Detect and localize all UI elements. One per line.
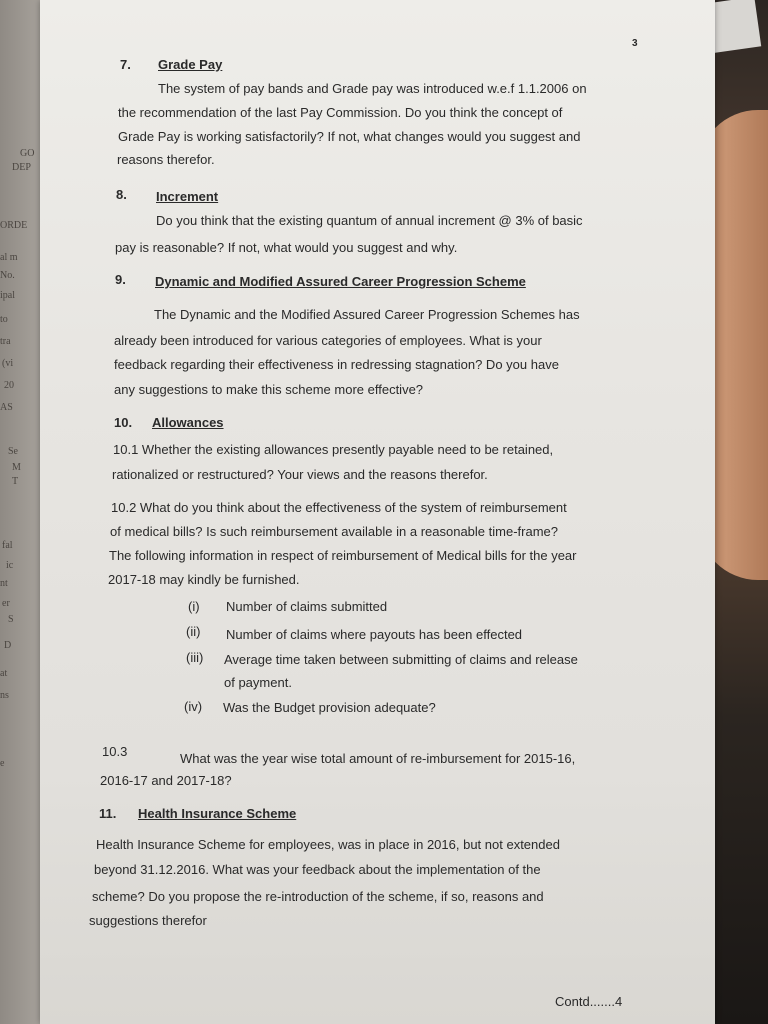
section-7-line: Grade Pay is working satisfactorily? If not, what changes would you suggest and [118,129,581,144]
fragment: (vi [2,358,14,369]
fragment: 20 [4,380,14,391]
section-11-line: beyond 31.12.2016. What was your feedback about the implementation of the [94,862,541,877]
list-item-number: (iv) [184,699,203,714]
fragment: to [0,314,8,325]
list-item-text: Was the Budget provision adequate? [223,700,436,715]
section-11-line: suggestions therefor [89,913,207,928]
section-7-line: the recommendation of the last Pay Commission. Do you think the concept of [118,105,563,120]
section-10-2-line: of medical bills? Is such reimbursement available in a reasonable time-frame? [110,524,558,539]
section-10-2-line: 10.2 What do you think about the effectiveness of the system of reimbursement [111,500,567,515]
page-number: 3 [632,38,638,49]
section-10-3-line: 2016-17 and 2017-18? [100,773,232,788]
section-9-line: already been introduced for various categories of employees. What is your [114,333,542,348]
fragment: tra [0,336,11,347]
list-item-text: of payment. [224,675,292,690]
list-item-number: (ii) [186,624,201,639]
fragment: AS [0,402,13,413]
section-10-3-number: 10.3 [102,744,128,759]
footer-continued: Contd.......4 [555,994,623,1009]
list-item-text: Number of claims where payouts has been effected [226,627,523,642]
fragment: M [12,462,21,473]
section-10-1-line: rationalized or restructured? Your views and the reasons therefor. [112,467,488,482]
section-10-2-line: The following information in respect of reimbursement of Medical bills for the year [109,548,577,563]
section-11-heading: Health Insurance Scheme [138,806,297,821]
section-11-number: 11. [99,806,117,821]
fragment: GO [20,148,35,159]
section-10-2-line: 2017-18 may kindly be furnished. [108,572,300,587]
fragment: e [0,758,5,769]
section-7-heading: Grade Pay [158,57,223,72]
section-10-1-line: 10.1 Whether the existing allowances presently payable need to be retained, [113,442,554,457]
list-item-text: Number of claims submitted [226,599,388,614]
fragment: nt [0,578,8,589]
fragment: D [4,640,12,651]
section-11-line: Health Insurance Scheme for employees, was in place in 2016, but not extended [96,837,560,852]
section-7-number: 7. [120,57,131,72]
section-8-number: 8. [116,187,127,202]
section-10-heading: Allowances [152,415,224,430]
section-9-number: 9. [115,272,126,287]
fragment: at [0,668,8,679]
section-8-heading: Increment [156,189,219,204]
section-11-line: scheme? Do you propose the re-introduction of the scheme, if so, reasons and [92,889,544,904]
fragment: ORDE [0,220,28,231]
fragment: No. [0,270,15,281]
fragment: Se [8,446,18,457]
section-9-heading: Dynamic and Modified Assured Career Progression Scheme [155,274,526,289]
section-8-line: Do you think that the existing quantum of annual increment @ 3% of basic [156,213,583,228]
section-7-line: reasons therefor. [117,152,215,167]
fragment: ic [6,560,14,571]
section-7-line: The system of pay bands and Grade pay was introduced w.e.f 1.1.2006 on [158,81,587,96]
fragment: S [8,614,14,625]
section-9-line: any suggestions to make this scheme more effective? [114,382,424,397]
section-9-line: feedback regarding their effectiveness in redressing stagnation? Do you have [114,357,559,372]
list-item-number: (iii) [186,650,204,665]
fragment: ipal [0,290,15,301]
fragment: ns [0,690,9,701]
section-9-line: The Dynamic and the Modified Assured Career Progression Schemes has [154,307,580,322]
fragment: DEP [12,162,31,173]
fragment: T [12,476,19,487]
fragment: fal [2,540,13,551]
list-item-text: Average time taken between submitting of claims and release [224,652,578,667]
document-content [40,0,715,1024]
fragment: er [2,598,10,609]
section-8-line: pay is reasonable? If not, what would you suggest and why. [115,240,458,255]
section-10-3-line: What was the year wise total amount of re-imbursement for 2015-16, [180,751,576,766]
section-10-number: 10. [114,415,133,430]
list-item-number: (i) [188,599,200,614]
fragment: al m [0,252,18,263]
